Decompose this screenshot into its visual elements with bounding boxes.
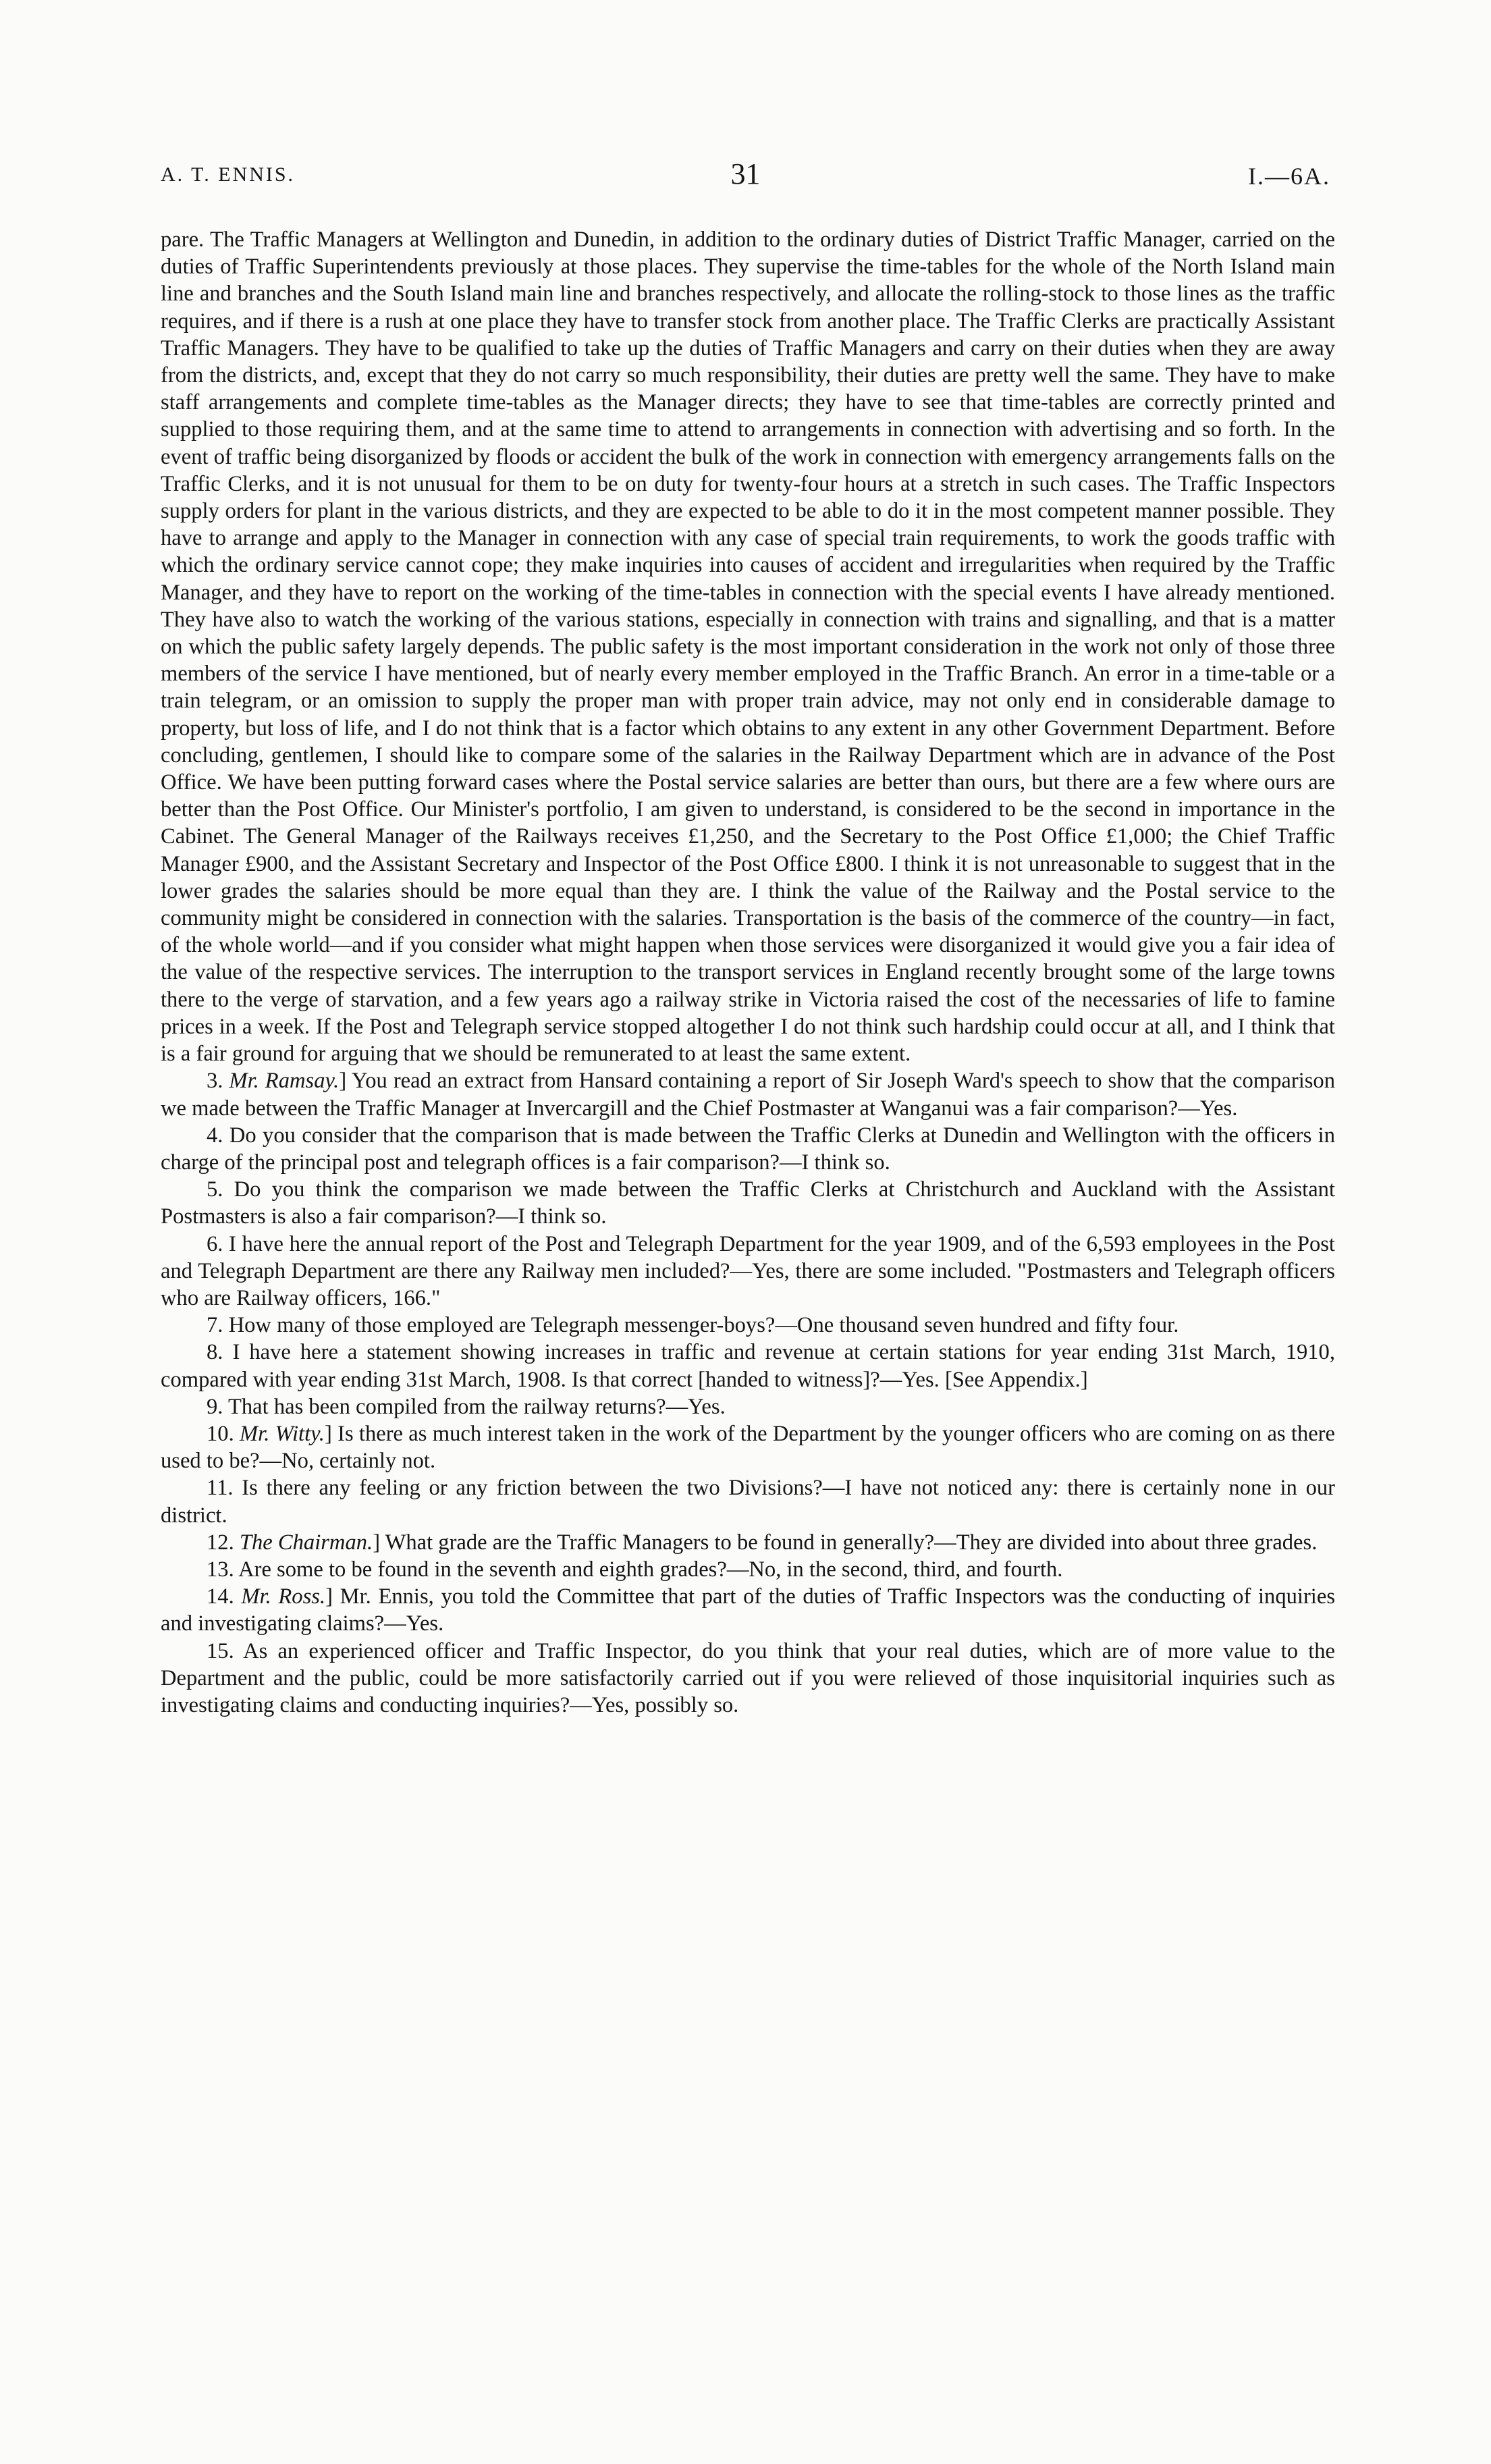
question-3: 3. Mr. Ramsay.] You read an extract from Hansard containing a report of Sir Joseph Ward's speech to show that the comparison we made between the Traffic Manager at Invercargill and the Chief Postmaster at Wanganui was a fair comparison?—Yes. — [161, 1069, 1336, 1121]
question-7: 7. How many of those employed are Telegraph messenger-boys?—One thousand seven hundred and fifty four. — [207, 1313, 1179, 1338]
paragraph-continuation: pare. The Traffic Managers at Wellington and Dunedin, in addition to the ordinary duties of District Traffic Manager, carried on the duties of Traffic Superintendents previously at those places. They supervise the time-tables for the whole of the North Island main line and branches and the South Island main line and branches respectively, and allocate the rolling-stock to those lines as the traffic requires, and if there is a rush at one place they have to transfer stock from another place. The Traffic Clerks are practically Assistant Traffic Managers. They have to be qualified to take up the duties of Traffic Managers and carry on their duties when they are away from the districts, and, except that they do not carry so much responsibility, their duties are pretty well the same. They have to make staff arrangements and complete time-tables as the Manager directs; they have to see that time-tables are correctly printed and supplied to those requiring them, and at the same time to attend to arrangements in connection with advertising and so forth. In the event of traffic being disorganized by floods or accident the bulk of the work in connection with emergency arrangements falls on the Traffic Clerks, and it is not unusual for them to be on duty for twenty-four hours at a stretch in such cases. The Traffic Inspectors supply orders for plant in the various districts, and they are expected to be able to do it in the most competent manner possible. They have to arrange and apply to the Manager in connection with any case of special train requirements, to work the goods traffic with which the ordinary service cannot cope; they make inquiries into causes of accident and irregularities when required by the Traffic Manager, and they have to report on the working of the time-tables in connection with the special events I have already mentioned. They have also to watch the working of the various stations, especially in connection with trains and signalling, and that is a matter on which the public safety largely depends. The public safety is the most important consideration in the work not only of those three members of the service I have mentioned, but of nearly every member employed in the Traffic Branch. An error in a time-table or a train telegram, or an omission to supply the proper man with proper train advice, may not only end in considerable damage to property, but loss of life, and I do not think that is a factor which obtains to any extent in any other Government Department. Before concluding, gentlemen, I should like to compare some of the salaries in the Railway Department which are in advance of the Post Office. We have been putting forward cases where the Postal service salaries are better than ours, but there are a few where ours are better than the Post Office. Our Minister's portfolio, I am given to understand, is considered to be the second in importance in the Cabinet. The General Manager of the Railways receives £1,250, and the Secretary to the Post Office £1,000; the Chief Traffic Manager £900, and the Assistant Secretary and Inspector of the Post Office £800. I think it is not unreasonable to suggest that in the lower grades the salaries should be more equal than they are. I think the value of the Railway and the Postal service to the community might be considered in connection with the salaries. Transportation is the basis of the commerce of the country—in fact, of the whole world—and if you consider what might happen when those services were disorganized it would give you a fair idea of the value of the respective services. The interruption to the transport services in England recently brought some of the large towns there to the verge of starvation, and a few years ago a railway strike in Victoria raised the cost of the necessaries of life to famine prices in a week. If the Post and Telegraph service stopped altogether I do not think such hardship could occur at all, and I think that is a fair ground for arguing that we should be remunerated to at least the same extent. — [161, 227, 1335, 1067]
question-6: 6. I have here the annual report of the Post and Telegraph Department for the year 1909, and of the 6,593 employees in the Post and Telegraph Department are there any Railway men included?—Yes, there are some included. "Postmasters and Telegraph officers who are Railway officers, 166." — [161, 1231, 1335, 1310]
question-4: 4. Do you consider that the comparison that is made between the Traffic Clerks at Dunedin and Wellington with the officers in charge of the principal post and telegraph offices is a fair comparison?—I think so. — [161, 1123, 1335, 1175]
speaker-name: Mr. Witty. — [240, 1421, 325, 1446]
question-13: 13. Are some to be found in the seventh and eighth grades?—No, in the second, third, and fourth. — [207, 1557, 1063, 1582]
evidence-text — [161, 226, 1335, 1719]
question-14: 14. Mr. Ross.] Mr. Ennis, you told the Committee that part of the duties of Traffic Inspectors was the conducting of inquiries and investigating claims?—Yes. — [161, 1584, 1335, 1636]
question-10: 10. Mr. Witty.] Is there as much interest taken in the work of the Department by the younger officers who are coming on as there used to be?—No, certainly not. — [161, 1421, 1335, 1474]
speaker-name: Mr. Ramsay. — [229, 1069, 340, 1094]
document-reference: I.—6A. — [1248, 163, 1330, 190]
question-11: 11. Is there any feeling or any friction between the two Divisions?—I have not noticed any: there is certainly none in our district. — [161, 1476, 1335, 1528]
question-15: 15. As an experienced officer and Traffic Inspector, do you think that your real duties, which are of more value to the Department and the public, could be more satisfactorily carried out if you were relieved of those inquisitorial inquiries such as investigating claims and conducting inquiries?—Yes, possibly so. — [161, 1638, 1335, 1717]
running-head-witness: A. T. ENNIS. — [161, 163, 296, 186]
question-9: 9. That has been compiled from the railway returns?—Yes. — [207, 1394, 726, 1419]
question-8: 8. I have here a statement showing increases in traffic and revenue at certain stations for year ending 31st March, 1910, compared with year ending 31st March, 1908. Is that correct [handed to witness]?—Yes. [See Appendix.] — [161, 1340, 1335, 1392]
page-number: 31 — [730, 157, 761, 190]
question-5: 5. Do you think the comparison we made between the Traffic Clerks at Christchurch and Auckland with the Assistant Postmasters is also a fair comparison?—I think so. — [161, 1177, 1335, 1229]
speaker-name: Mr. Ross. — [241, 1584, 326, 1609]
question-12: 12. The Chairman.] What grade are the Traffic Managers to be found in generally?—They are divided into about three grades. — [207, 1530, 1318, 1555]
page-header — [161, 157, 1330, 197]
speaker-name: The Chairman. — [239, 1530, 373, 1555]
